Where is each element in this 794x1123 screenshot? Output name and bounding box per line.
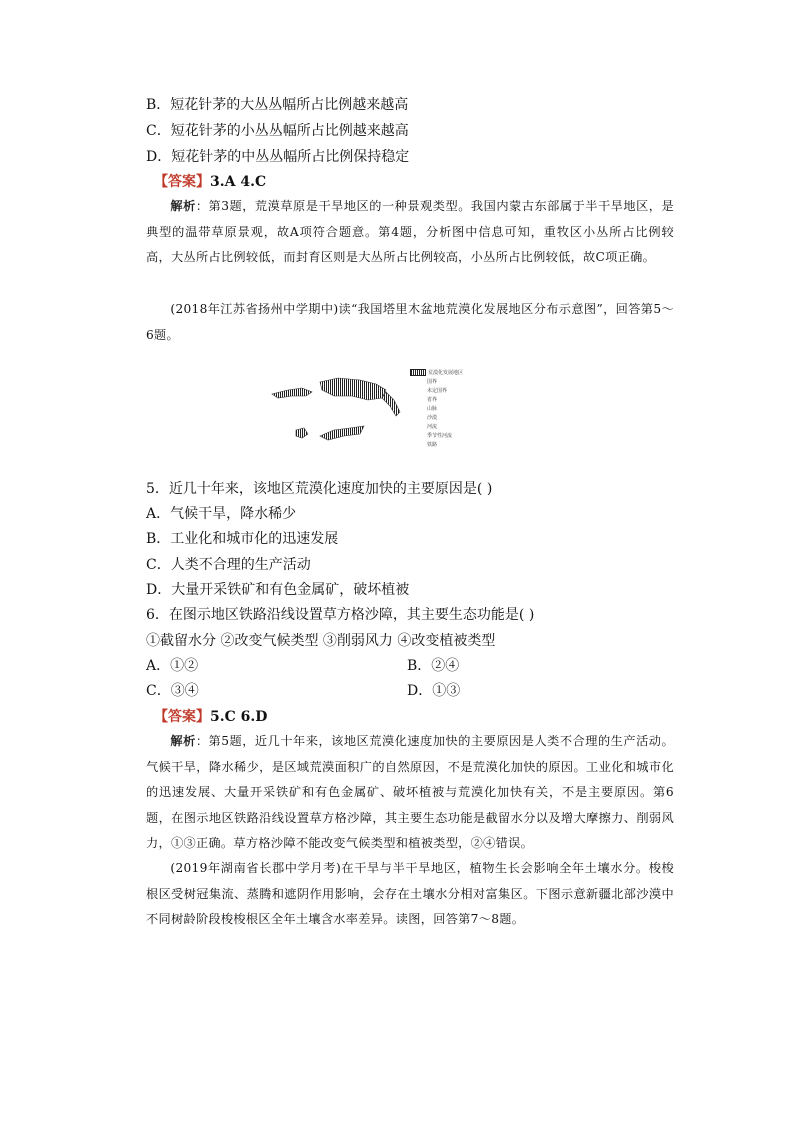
q4-option-b: B．短花针茅的大丛丛幅所占比例越来越高 [146,97,409,113]
q6-option-b: B．②④ [407,658,460,674]
analysis-text: ：第5题，近几十年来，该地区荒漠化速度加快的主要原因是人类不合理的生产活动。气候干旱，降水稀少，是区域荒漠面积广的自然原因，不是荒漠化加快的原因。工业化和城市化的迅速发展、大量开采铁矿和有色金属矿、破坏植被与荒漠化加快有关，不是主要原因。第6题，在图示地区铁路沿线设置草方格沙障，其主要生态功能是截留水分以及增大摩擦力、削弱风力，①③正确。草方格沙障不能改变气候类型和植被类型，②④错误。 [146,734,674,850]
desert-region-south-west [296,428,308,438]
intro-q7-8: (2019年湖南省长郡中学月考)在干旱与半干旱地区，植物生长会影响全年土壤水分。梭梭根区受树冠集流、蒸腾和遮阴作用影响，会存在土壤水分相对富集区。下图示意新疆北部沙漠中不同树龄阶段梭梭根区全年土壤含水率差异。读图，回答第7～8题。 [146,861,674,926]
legend-item: 国界 [427,379,438,385]
q4-option-c: C．短花针茅的小丛丛幅所占比例越来越高 [146,123,409,139]
q5-option-b: B．工业化和城市化的迅速发展 [146,531,339,547]
answer-tag: 【答案】 [154,709,210,725]
desert-region-west [272,388,312,398]
legend-item: 未定国界 [427,388,448,394]
analysis-lead: 解析 [170,734,196,748]
answer-values: 5.C 6.D [210,709,268,725]
q6-items: ①截留水分 ②改变气候类型 ③削弱风力 ④改变植被类型 [146,633,496,649]
desert-region-east [382,392,400,416]
analysis-2 [146,729,674,857]
legend-item: 沙漠 [427,415,438,421]
legend-item: 山脉 [427,406,438,412]
q5-option-a: A．气候干旱，降水稀少 [146,506,297,522]
legend-item: 河流 [427,424,438,430]
intro-q5-6: (2018年江苏省扬州中学期中)读“我国塔里木盆地荒漠化发展地区分布示意图”，回答第5～6题。 [146,302,674,342]
q6-option-d: D．①③ [407,683,461,699]
legend-item: 季节性河流 [427,433,453,439]
desert-region-north [320,378,386,400]
analysis-1 [146,194,674,271]
legend-item: 省界 [427,397,438,403]
legend-item-desertification: 荒漠化发展地区 [410,369,463,378]
map-legend [410,369,463,450]
q6-option-c: C．③④ [146,683,199,699]
q6-option-a: A．①② [146,658,199,674]
answer-values: 3.A 4.C [210,174,267,190]
q6-stem: 6．在图示地区铁路沿线设置草方格沙障，其主要生态功能是( ) [146,607,535,623]
analysis-lead: 解析 [170,199,196,213]
hatch-swatch-icon [410,369,426,376]
q5-stem: 5．近几十年来，该地区荒漠化速度加快的主要原因是( ) [146,481,493,497]
q4-option-d: D．短花针茅的中丛丛幅所占比例保持稳定 [146,149,410,165]
answer-2 [154,708,267,726]
q5-option-c: C．人类不合理的生产活动 [146,557,311,573]
legend-item: 铁路 [427,442,438,448]
answer-tag: 【答案】 [154,174,210,190]
answer-1 [154,173,266,191]
analysis-text: ：第3题，荒漠草原是干旱地区的一种景观类型。我国内蒙古东部属于半干旱地区，是典型的温带草原景观，故A项符合题意。第4题，分析图中信息可知，重牧区小丛所占比例较高，大丛所占比例较低，而封育区则是大丛所占比例较高，小丛所占比例较低，故C项正确。 [146,199,674,264]
q5-option-d: D．大量开采铁矿和有色金属矿，破坏植被 [146,582,410,598]
desert-region-south [320,426,364,440]
